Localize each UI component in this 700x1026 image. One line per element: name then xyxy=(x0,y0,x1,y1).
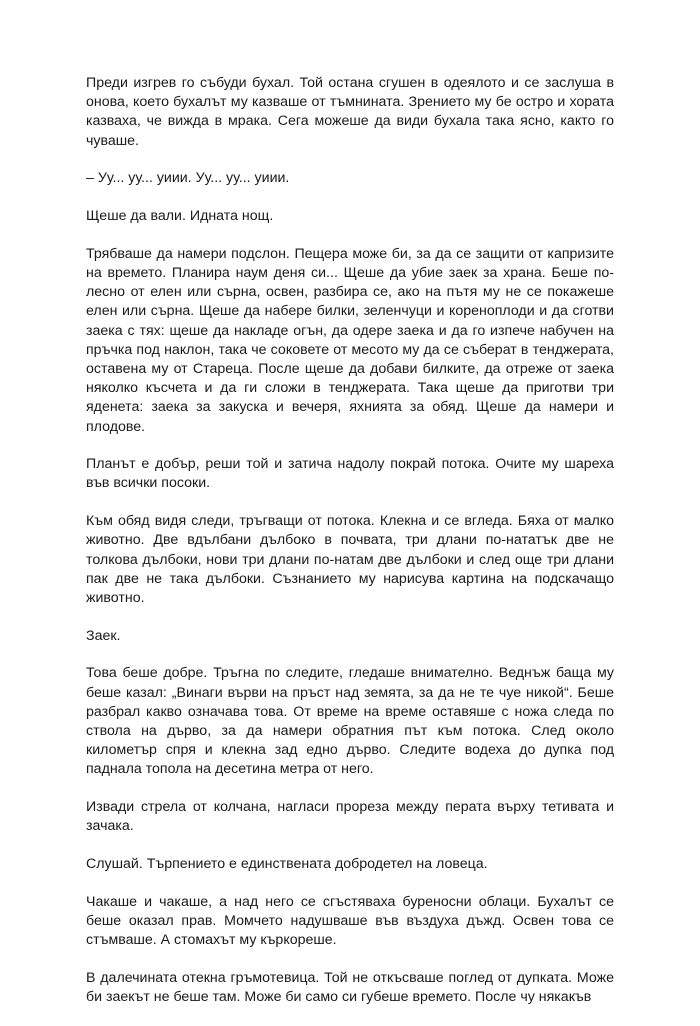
paragraph-10: Слушай. Търпението е единствената добродетел на ловеца. xyxy=(86,856,488,872)
paragraph-7: Заек. xyxy=(86,627,121,644)
paragraph-9: Извади стрела от колчана, нагласи прореза между перата върху тетивата и зачака. xyxy=(86,799,614,835)
body-text xyxy=(86,74,614,1026)
paragraph-11: Чакаше и чакаше, а над него се сгъстяваха буреносни облаци. Бухалът се беше оказал прав. Момчето надушваше във въздуха дъжд. Освен това се стъмваше. А стомахът му къркореше. xyxy=(86,893,614,949)
paragraph-8: Това беше добре. Тръгна по следите, гледаше внимателно. Веднъж баща му беше казал: „Винаги върви на пръст над земята, за да не те чуе никой“. Беше разбрал какво означава това. От време на време оставяше с ножа следа по ствола на дърво, за да намери обратния път към потока. След около километър спря и клекна зад едно дърво. Следите водеха до дупка под паднала топола на десетина метра от него. xyxy=(86,665,614,778)
paragraph-3: Щеше да вали. Идната нощ. xyxy=(86,208,274,225)
paragraph-5: Планът е добър, реши той и затича надолу покрай потока. Очите му шареха във всички посоки. xyxy=(86,456,614,492)
paragraph-1: Преди изгрев го събуди бухал. Той остана сгушен в одеялото и се заслуша в онова, което бухалът му казваше от тъмнината. Зрението му бе остро и хората казваха, че вижда в мрака. Сега можеше да види бухала така ясно, както го чуваше. xyxy=(86,75,614,149)
paragraph-2: – Уу... уу... уиии. Уу... уу... уиии. xyxy=(86,170,290,187)
paragraph-6: Към обяд видя следи, тръгващи от потока. Клекна и се вгледа. Бяха от малко животно. Две вдълбани дълбоко в почвата, три длани по-нататък две не толкова дълбоки, нови три длани по-натам две дълбоки и след още три длани пак две не така дълбоки. Съзнанието му нарисува картина на подскачащо животно. xyxy=(86,513,614,606)
paragraph-12: В далечината отекна гръмотевица. Той не откъсваше поглед от дупката. Може би заекът не беше там. Може би само си губеше времето. После чу някакъв xyxy=(86,969,614,1006)
paragraph-4: Трябваше да намери подслон. Пещера може би, за да се защити от капризите на времето. Планира наум деня си... Щеше да убие заек за храна. Беше по-лесно от елен или сърна, освен, разбира се, ако на пътя му не се покажеше елен или сърна. Щеше да набере билки, зеленчуци и кореноплоди и да сготви заека с тях: щеше да накладе огън, да одере заека и да го изпече набучен на пръчка под наклон, така че соковете от месото му да се съберат в тенджерата, оставена му от Стареца. После щеше да добави билките, да отреже от заека няколко късчета и да ги сложи в тенджерата. Така щеше да приготви три яденета: заека за закуска и вечеря, яхнията за обяд. Щеше да намери и плодове. xyxy=(86,245,614,435)
